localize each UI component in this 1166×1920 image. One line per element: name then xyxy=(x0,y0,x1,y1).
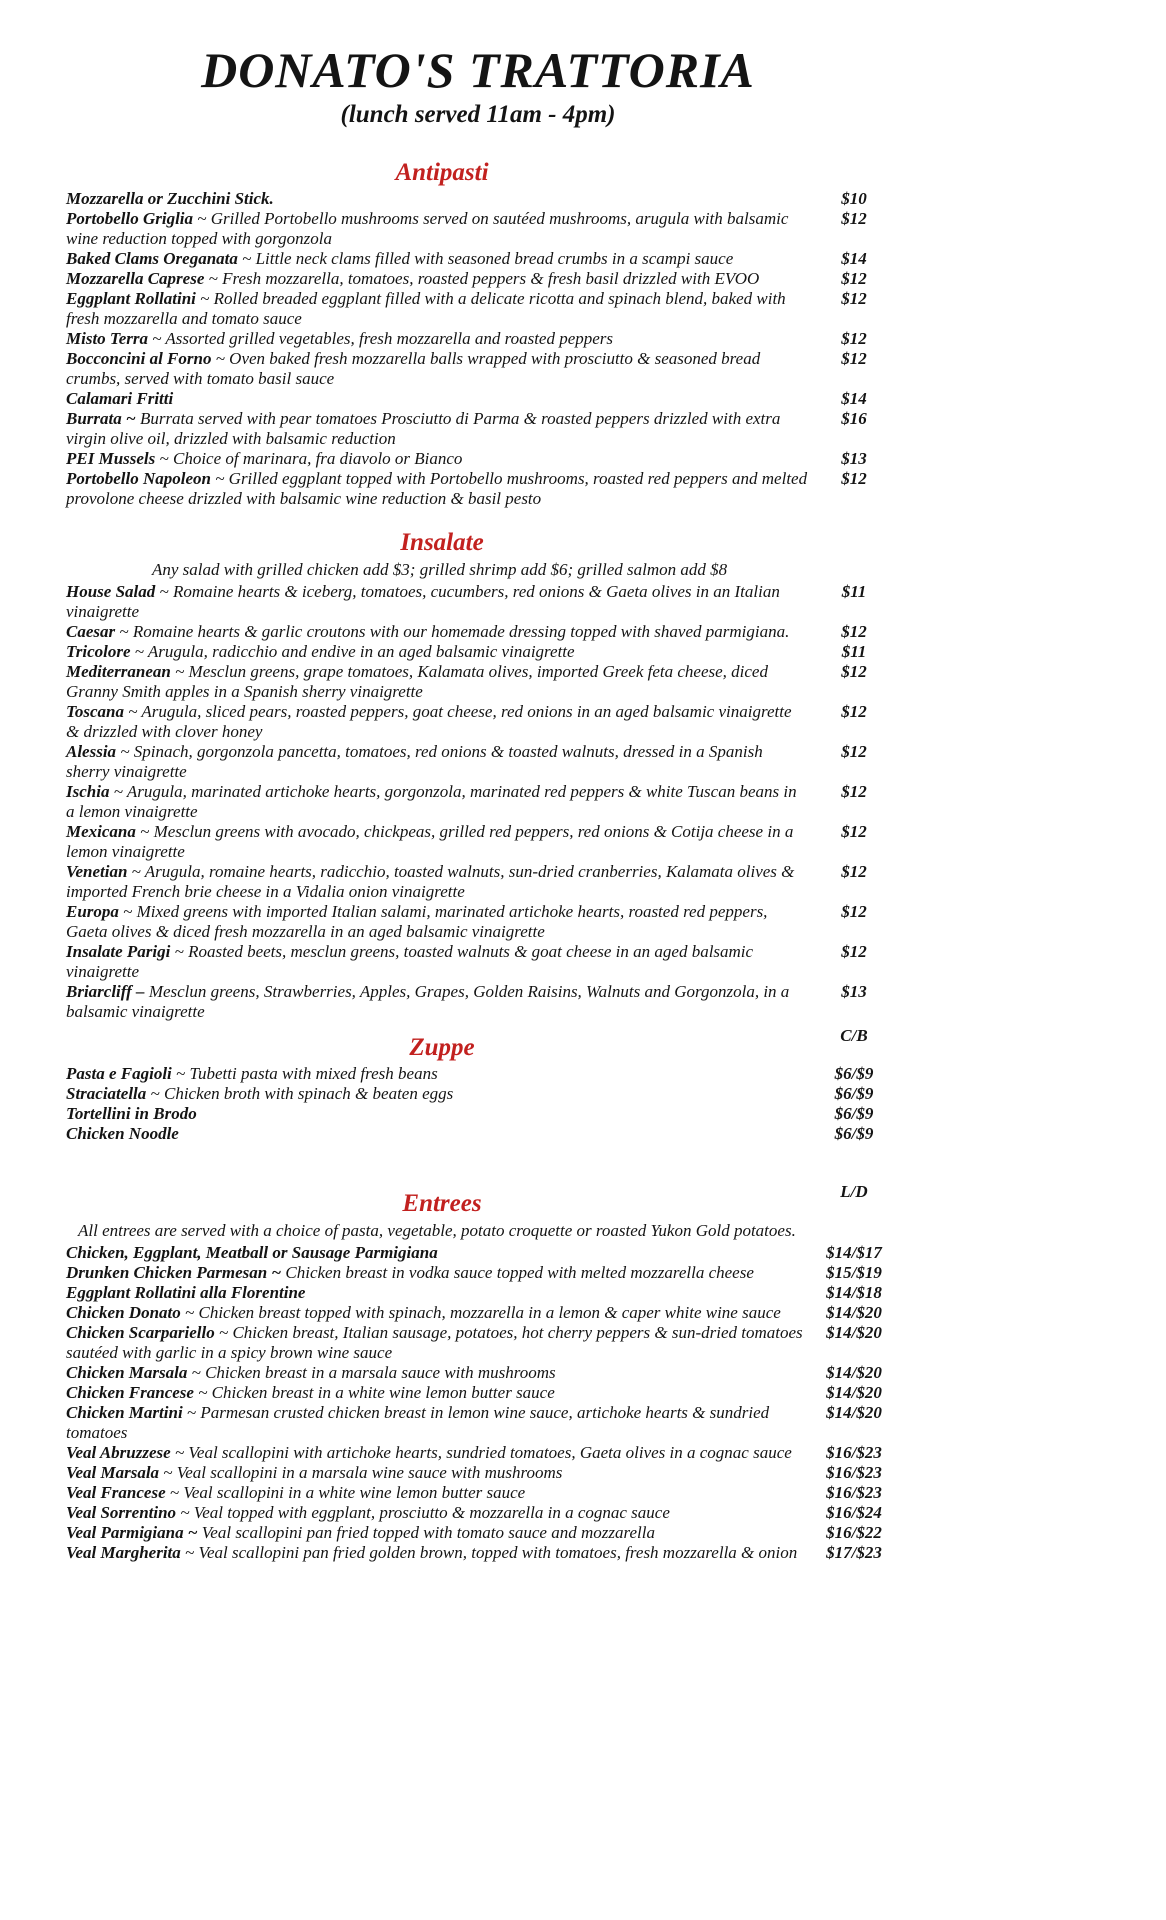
item-name: Chicken Martini xyxy=(66,1402,183,1422)
item-text xyxy=(66,662,818,702)
section-note: Any salad with grilled chicken add $3; grilled shrimp add $6; grilled salmon add $8 xyxy=(152,559,728,579)
item-text xyxy=(66,389,818,409)
item-text xyxy=(66,642,818,662)
item-text xyxy=(66,622,818,642)
section-heading: Insalate xyxy=(400,529,484,556)
item-price: $14/$17 xyxy=(826,1242,882,1262)
restaurant-title: DONATO'S TRATTORIA xyxy=(201,42,755,98)
item-text xyxy=(66,409,818,449)
item-text xyxy=(66,349,818,389)
section-heading-row xyxy=(66,529,818,557)
item-description: ~ Arugula, marinated artichoke hearts, gorgonzola, marinated red peppers & white Tuscan beans in a lemon vinaigrette xyxy=(66,781,797,821)
item-description: ~ Chicken breast topped with spinach, mozzarella in a lemon & caper white wine sauce xyxy=(180,1302,781,1322)
item-name: Toscana xyxy=(66,701,124,721)
menu-item xyxy=(66,349,890,389)
item-text xyxy=(66,1283,818,1303)
item-price: $12 xyxy=(841,661,867,681)
item-text xyxy=(66,1403,818,1443)
menu-item xyxy=(66,862,890,902)
menu-item xyxy=(66,449,890,469)
item-price: $11 xyxy=(841,581,867,601)
item-text xyxy=(66,822,818,862)
item-name: Mozzarella or Zucchini Stick. xyxy=(66,189,274,208)
item-description: Chicken breast in vodka sauce topped with melted mozzarella cheese xyxy=(281,1262,754,1282)
item-name: Eggplant Rollatini alla Florentine xyxy=(66,1282,306,1302)
menu-item xyxy=(66,702,890,742)
item-price: $12 xyxy=(841,209,867,228)
menu-item xyxy=(66,662,890,702)
item-text xyxy=(66,289,818,329)
item-name: Calamari Fritti xyxy=(66,389,174,408)
item-text xyxy=(66,269,818,289)
item-name: Tricolore xyxy=(66,641,131,661)
menu-item xyxy=(66,1064,890,1084)
item-text xyxy=(66,209,818,249)
item-price: $6/$9 xyxy=(834,1064,874,1083)
menu-item xyxy=(66,742,890,782)
item-price: $14/$20 xyxy=(826,1402,882,1422)
item-name: Pasta e Fagioli xyxy=(66,1064,172,1083)
item-name: Straciatella xyxy=(66,1084,147,1103)
menu-item xyxy=(66,389,890,409)
item-name: Drunken Chicken Parmesan ~ xyxy=(66,1262,282,1282)
item-name: Alessia xyxy=(66,741,117,761)
menu-item xyxy=(66,1323,890,1363)
item-name: Baked Clams Oreganata xyxy=(66,249,238,268)
menu-item xyxy=(66,1543,890,1563)
menu-subtitle: (lunch served 11am - 4pm) xyxy=(340,100,616,128)
item-name: Caesar xyxy=(66,621,116,641)
item-description: ~ Chicken broth with spinach & beaten eggs xyxy=(146,1084,454,1103)
item-description: ~ Assorted grilled vegetables, fresh mozzarella and roasted peppers xyxy=(148,329,614,348)
item-description: ~ Veal topped with eggplant, prosciutto & mozzarella in a cognac sauce xyxy=(176,1502,670,1522)
section-heading-row xyxy=(66,159,818,187)
item-price: $12 xyxy=(841,741,867,761)
menu-item xyxy=(66,1443,890,1463)
item-name: Mozzarella Caprese xyxy=(66,269,205,288)
item-price: $14/$18 xyxy=(826,1282,882,1302)
menu-item xyxy=(66,1243,890,1263)
item-name: Bocconcini al Forno xyxy=(66,349,212,368)
item-price: $16/$22 xyxy=(826,1522,882,1542)
item-text xyxy=(66,189,818,209)
item-description: ~ Arugula, radicchio and endive in an aged balsamic vinaigrette xyxy=(130,641,575,661)
item-description: Burrata served with pear tomatoes Prosciutto di Parma & roasted peppers drizzled with extra virgin olive oil, drizzled with balsamic reduction xyxy=(66,409,781,448)
item-name: Chicken Francese xyxy=(66,1382,194,1402)
item-name: Europa xyxy=(66,901,119,921)
item-price: $14/$20 xyxy=(826,1382,882,1402)
menu-item xyxy=(66,582,890,622)
item-description: Mesclun greens, Strawberries, Apples, Grapes, Golden Raisins, Walnuts and Gorgonzola, in a balsamic vinaigrette xyxy=(66,981,790,1021)
item-name: Mediterranean xyxy=(66,661,171,681)
menu-item xyxy=(66,642,890,662)
item-name: Ischia xyxy=(66,781,110,801)
item-price: $12 xyxy=(841,861,867,881)
item-description: ~ Chicken breast in a marsala sauce with mushrooms xyxy=(187,1362,556,1382)
item-name: Veal Francese xyxy=(66,1482,166,1502)
price-column-label: L/D xyxy=(840,1182,868,1201)
item-name: Misto Terra xyxy=(66,329,149,348)
item-price: $14 xyxy=(841,249,867,268)
menu-section xyxy=(66,1182,890,1563)
menu-item xyxy=(66,1104,890,1124)
item-text xyxy=(66,1323,818,1363)
item-name: Venetian xyxy=(66,861,128,881)
item-name: House Salad xyxy=(66,581,156,601)
item-description: ~ Little neck clams filled with seasoned bread crumbs in a scampi sauce xyxy=(237,249,734,268)
menu-item xyxy=(66,1303,890,1323)
item-text xyxy=(66,1263,818,1283)
item-name: Portobello Napoleon xyxy=(66,469,211,488)
menu-item xyxy=(66,209,890,249)
menu-section xyxy=(66,159,890,510)
item-text xyxy=(66,1463,818,1483)
item-text xyxy=(66,1503,818,1523)
item-name: Burrata ~ xyxy=(66,409,136,428)
item-price: $6/$9 xyxy=(834,1124,874,1143)
item-text xyxy=(66,1483,818,1503)
menu-item xyxy=(66,249,890,269)
item-name: Insalate Parigi xyxy=(66,941,171,961)
item-price: $12 xyxy=(841,821,867,841)
item-name: Veal Sorrentino xyxy=(66,1502,177,1522)
item-price: $11 xyxy=(841,641,867,661)
item-description: ~ Mixed greens with imported Italian salami, marinated artichoke hearts, roasted red peppers, Gaeta olives & diced fresh mozzarella in an aged balsamic vinaigrette xyxy=(66,901,768,941)
item-description: Veal scallopini pan fried topped with tomato sauce and mozzarella xyxy=(197,1522,655,1542)
item-price: $14 xyxy=(841,389,867,408)
menu-item xyxy=(66,1124,890,1144)
item-text xyxy=(66,942,818,982)
item-text xyxy=(66,582,818,622)
item-price: $17/$23 xyxy=(826,1542,882,1562)
item-text xyxy=(66,469,818,509)
item-price: $15/$19 xyxy=(826,1262,882,1282)
menu-item xyxy=(66,622,890,642)
item-name: Portobello Griglia xyxy=(66,209,194,228)
item-name: Chicken, Eggplant, Meatball or Sausage Parmigiana xyxy=(66,1242,438,1262)
section-heading: Antipasti xyxy=(395,158,489,186)
item-price: $16/$24 xyxy=(826,1502,882,1522)
item-description: ~ Veal scallopini with artichoke hearts, sundried tomatoes, Gaeta olives in a cognac sauce xyxy=(170,1442,792,1462)
menu-item xyxy=(66,1383,890,1403)
menu-item xyxy=(66,902,890,942)
section-note: All entrees are served with a choice of pasta, vegetable, potato croquette or roasted Yukon Gold potatoes. xyxy=(78,1220,796,1240)
menu-item xyxy=(66,1363,890,1383)
menu-item xyxy=(66,782,890,822)
item-description: ~ Mesclun greens with avocado, chickpeas, grilled red peppers, red onions & Cotija cheese in a lemon vinaigrette xyxy=(66,821,794,861)
item-price: $16/$23 xyxy=(826,1442,882,1462)
menu-item xyxy=(66,1403,890,1443)
menu-section xyxy=(66,1025,890,1145)
menu-item xyxy=(66,982,890,1022)
item-text xyxy=(66,902,818,942)
item-description: ~ Grilled Portobello mushrooms served on sautéed mushrooms, arugula with balsamic wine reduction topped with gorgonzola xyxy=(66,209,789,248)
item-text xyxy=(66,1084,818,1104)
item-name: Veal Marsala xyxy=(66,1462,160,1482)
item-price: $12 xyxy=(841,289,867,308)
item-price: $14/$20 xyxy=(826,1362,882,1382)
item-list xyxy=(66,1243,890,1563)
item-text xyxy=(66,782,818,822)
item-text xyxy=(66,1064,818,1084)
item-price: $14/$20 xyxy=(826,1302,882,1322)
item-description: ~ Arugula, sliced pears, roasted peppers, goat cheese, red onions in an aged balsamic vinaigrette & drizzled with clover honey xyxy=(66,701,792,741)
item-description: ~ Grilled eggplant topped with Portobello mushrooms, roasted red peppers and melted provolone cheese drizzled with balsamic wine reduction & basil pesto xyxy=(66,469,808,508)
section-heading: Entrees xyxy=(402,1190,482,1217)
item-description: ~ Mesclun greens, grape tomatoes, Kalamata olives, imported Greek feta cheese, diced Granny Smith apples in a Spanish sherry vinaigrette xyxy=(66,661,768,701)
menu-item xyxy=(66,189,890,209)
menu-item xyxy=(66,289,890,329)
item-description: ~ Veal scallopini in a white wine lemon butter sauce xyxy=(165,1482,526,1502)
item-price: $16/$23 xyxy=(826,1462,882,1482)
menu-item xyxy=(66,822,890,862)
item-list xyxy=(66,189,890,509)
item-text xyxy=(66,1124,818,1144)
menu-item xyxy=(66,942,890,982)
menu-item xyxy=(66,1263,890,1283)
item-price: $12 xyxy=(841,901,867,921)
item-description: ~ Veal scallopini pan fried golden brown, topped with tomatoes, fresh mozzarella & onion xyxy=(180,1542,798,1562)
item-description: ~ Chicken breast in a white wine lemon butter sauce xyxy=(193,1382,555,1402)
menu-item xyxy=(66,1523,890,1543)
item-name: Eggplant Rollatini xyxy=(66,289,196,308)
item-name: Chicken Scarpariello xyxy=(66,1322,215,1342)
item-name: Briarcliff – xyxy=(66,981,145,1001)
item-price: $13 xyxy=(841,449,867,468)
item-name: PEI Mussels xyxy=(66,449,156,468)
menu-header xyxy=(66,44,890,129)
item-description: ~ Romaine hearts & garlic croutons with our homemade dressing topped with shaved parmigiana. xyxy=(115,621,790,641)
item-name: Mexicana xyxy=(66,821,136,841)
item-text xyxy=(66,1104,818,1124)
item-price: $10 xyxy=(841,189,867,208)
item-description: ~ Oven baked fresh mozzarella balls wrapped with prosciutto & seasoned bread crumbs, served with tomato basil sauce xyxy=(66,349,761,388)
menu-item xyxy=(66,269,890,289)
menu-item xyxy=(66,1483,890,1503)
item-text xyxy=(66,1543,818,1563)
item-description: ~ Choice of marinara, fra diavolo or Bianco xyxy=(155,449,463,468)
item-description: ~ Fresh mozzarella, tomatoes, roasted peppers & fresh basil drizzled with EVOO xyxy=(204,269,760,288)
item-price: $16/$23 xyxy=(826,1482,882,1502)
item-text xyxy=(66,982,818,1022)
item-text xyxy=(66,329,818,349)
item-text xyxy=(66,1383,818,1403)
item-name: Chicken Marsala xyxy=(66,1362,188,1382)
menu-item xyxy=(66,329,890,349)
item-price: $12 xyxy=(841,329,867,348)
item-price: $13 xyxy=(841,981,867,1001)
section-heading-row xyxy=(66,1182,868,1218)
item-text xyxy=(66,1243,818,1263)
item-price: $14/$20 xyxy=(826,1322,882,1342)
item-description: ~ Rolled breaded eggplant filled with a delicate ricotta and spinach blend, baked with fresh mozzarella and tomato sauce xyxy=(66,289,786,328)
price-column-label: C/B xyxy=(840,1025,868,1045)
menu-item xyxy=(66,1503,890,1523)
section-heading: Zuppe xyxy=(409,1033,475,1061)
item-price: $16 xyxy=(841,409,867,428)
item-text xyxy=(66,1303,818,1323)
item-text xyxy=(66,702,818,742)
item-text xyxy=(66,449,818,469)
menu-item xyxy=(66,1084,890,1104)
item-description: ~ Spinach, gorgonzola pancetta, tomatoes, red onions & toasted walnuts, dressed in a Spanish sherry vinaigrette xyxy=(66,741,763,781)
menu-item xyxy=(66,1463,890,1483)
item-price: $12 xyxy=(841,701,867,721)
item-description: ~ Arugula, romaine hearts, radicchio, toasted walnuts, sun-dried cranberries, Kalamata olives & imported French brie cheese in a Vidalia onion vinaigrette xyxy=(66,861,795,901)
item-description: ~ Romaine hearts & iceberg, tomatoes, cucumbers, red onions & Gaeta olives in an Italian vinaigrette xyxy=(66,581,780,621)
item-description: ~ Roasted beets, mesclun greens, toasted walnuts & goat cheese in an aged balsamic vinaigrette xyxy=(66,941,754,981)
menu-item xyxy=(66,469,890,509)
item-name: Chicken Noodle xyxy=(66,1124,179,1143)
item-list xyxy=(66,1064,890,1144)
item-name: Veal Margherita xyxy=(66,1542,181,1562)
menu-item xyxy=(66,409,890,449)
item-text xyxy=(66,1443,818,1463)
item-price: $12 xyxy=(841,349,867,368)
item-text xyxy=(66,249,818,269)
menu-section xyxy=(66,529,890,1022)
item-price: $6/$9 xyxy=(834,1104,874,1123)
item-text xyxy=(66,742,818,782)
item-name: Chicken Donato xyxy=(66,1302,181,1322)
item-description: ~ Veal scallopini in a marsala wine sauce with mushrooms xyxy=(159,1462,563,1482)
item-description: ~ Tubetti pasta with mixed fresh beans xyxy=(171,1064,438,1083)
item-name: Tortellini in Brodo xyxy=(66,1104,197,1123)
item-price: $12 xyxy=(841,941,867,961)
item-text xyxy=(66,1523,818,1543)
menu-sections xyxy=(66,159,890,1563)
item-description: ~ Parmesan crusted chicken breast in lemon wine sauce, artichoke hearts & sundried tomatoes xyxy=(66,1402,770,1442)
item-text xyxy=(66,862,818,902)
item-price: $12 xyxy=(841,781,867,801)
item-name: Veal Parmigiana ~ xyxy=(66,1522,198,1542)
item-price: $12 xyxy=(841,469,867,488)
section-heading-row xyxy=(66,1025,868,1062)
item-list xyxy=(66,582,890,1022)
item-price: $12 xyxy=(841,621,867,641)
item-description: ~ Chicken breast, Italian sausage, potatoes, hot cherry peppers & sun-dried tomatoes sautéed with garlic in a spicy brown wine sauce xyxy=(66,1322,803,1362)
item-price: $6/$9 xyxy=(834,1084,874,1103)
item-name: Veal Abruzzese xyxy=(66,1442,171,1462)
item-text xyxy=(66,1363,818,1383)
item-price: $12 xyxy=(841,269,867,288)
menu-item xyxy=(66,1283,890,1303)
